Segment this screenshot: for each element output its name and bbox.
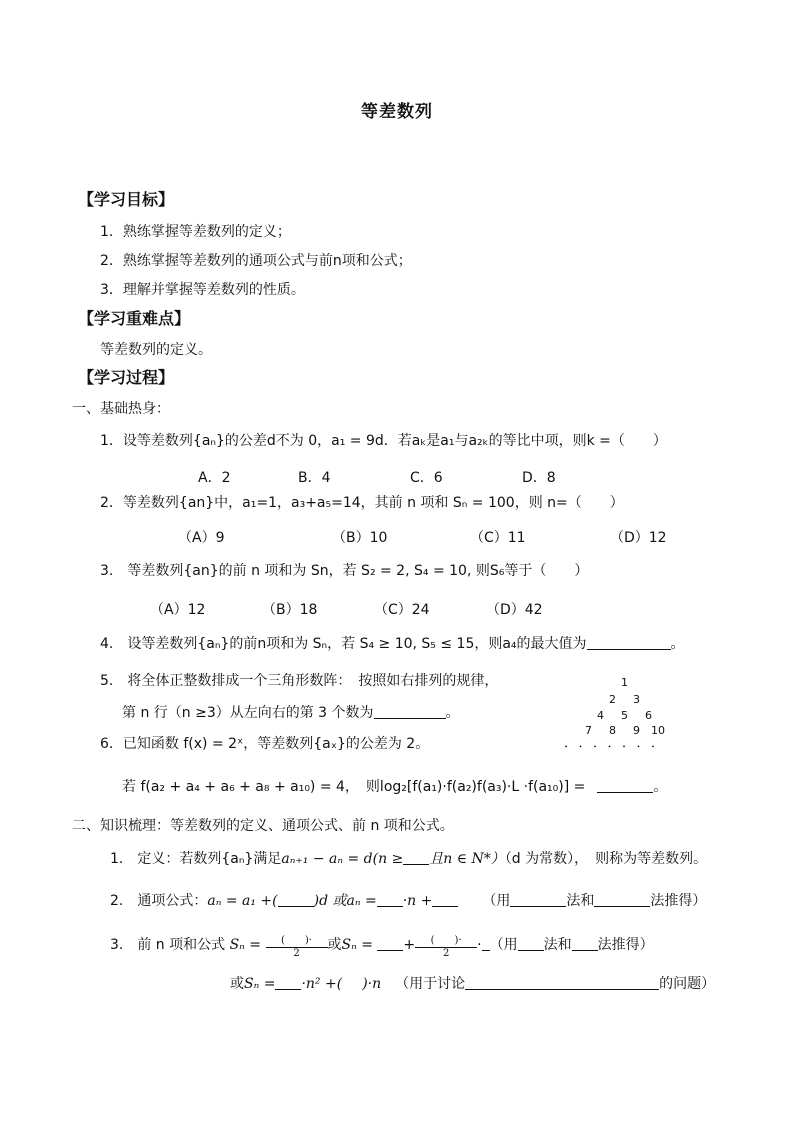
section-process-heading: 【学习过程】: [78, 368, 175, 387]
q2-option-d: （D）12: [610, 530, 667, 546]
k3-fraction-2: $\frac{( )\cdot}{2}$: [415, 935, 477, 960]
k3-or: 或: [327, 937, 342, 953]
question-5-line-1: 5. 将全体正整数排成一个三角形数阵： 按照如右排列的规律，: [100, 673, 499, 689]
question-4-text: 4. 设等差数列{aₙ}的前n项和为 Sₙ，若 S₄ ≥ 10, S₅ ≤ 15，则a₄的最大值为: [100, 636, 587, 652]
k4-use-close: 的问题）: [659, 976, 716, 992]
q5-answer-blank[interactable]: [374, 705, 446, 719]
part2-heading: 二、知识梳理：等差数列的定义、通项公式、前 n 项和公式。: [72, 818, 454, 834]
k2-blank-1[interactable]: [278, 893, 314, 907]
k3-plus: +: [403, 937, 416, 953]
k3-method-mid: 法和: [543, 937, 572, 953]
k1-formula: aₙ₊₁ − aₙ = d(n ≥: [281, 851, 404, 867]
q3-option-c: （C）24: [374, 602, 430, 618]
k4-or: 或: [230, 976, 244, 992]
question-6-line-1: 6．已知函数 f(x) = 2ˣ，等差数列{aₓ}的公差为 2。: [100, 736, 430, 752]
triangle-number: 6: [645, 709, 652, 722]
q1-option-c: C．6: [410, 470, 443, 486]
q6-end: 。: [653, 779, 668, 795]
k2-formula-c: aₙ =: [346, 893, 377, 909]
k3-method-close: 法推得）: [597, 937, 654, 953]
q1-option-a: A．2: [198, 470, 231, 486]
k2-blank-4[interactable]: [510, 893, 566, 907]
knowledge-sum-quadratic: [230, 976, 715, 991]
k3-formula-a: Sₙ =: [229, 937, 262, 953]
q5-end: 。: [445, 705, 460, 721]
k3-blank-3[interactable]: [518, 937, 544, 951]
keypoint-text: 等差数列的定义。: [100, 342, 212, 358]
k2-method-mid: 法和: [566, 893, 595, 909]
triangle-number: 4: [597, 709, 604, 722]
question-1-text: 1．设等差数列{aₙ}的公差d不为 0，a₁ = 9d．若aₖ是a₁与a₂ₖ的等比中项，则k =（ ）: [100, 433, 667, 449]
k2-method-close: 法推得）: [650, 893, 707, 909]
section-keypoints-heading: 【学习重难点】: [78, 309, 191, 328]
k2-formula-d: ·n +: [402, 893, 433, 909]
k2-blank-3[interactable]: [432, 893, 458, 907]
k3-blank-4[interactable]: [572, 937, 598, 951]
triangle-number: 3: [633, 693, 640, 706]
k3-blank-2[interactable]: [482, 937, 490, 951]
k3-formula-b: Sₙ =: [341, 937, 373, 953]
k2-formula-b: )d 或: [313, 893, 347, 909]
q2-option-a: （A）9: [178, 530, 225, 546]
part1-heading: 一、基础热身：: [72, 401, 170, 417]
knowledge-sum-formula: [110, 935, 654, 960]
triangle-number: 2: [609, 693, 616, 706]
triangle-number: 5: [621, 709, 628, 722]
triangle-continuation-dots: ．．．．．．．: [564, 736, 673, 751]
goal-item-2: 2．熟练掌握等差数列的通项公式与前n项和公式；: [100, 253, 412, 269]
knowledge-definition: [110, 851, 707, 866]
k1-tail: （d 为常数）， 则称为等差数列。: [504, 851, 708, 867]
k2-label: 2. 通项公式：: [110, 893, 208, 909]
k4-formula-b: ·n² +(: [301, 976, 343, 992]
triangle-number: 10: [651, 724, 665, 737]
q6-text: 若 f(a₂ + a₄ + a₆ + a₈ + a₁₀) = 4， 则log₂[f(a₁)·f(a₂)f(a₃)·L ·f(a₁₀)] =: [122, 779, 586, 795]
k1-blank[interactable]: [403, 851, 429, 865]
k2-blank-2[interactable]: [377, 893, 403, 907]
q1-option-d: D．8: [522, 470, 556, 486]
k1-label: 1. 定义：若数列{aₙ}满足: [110, 851, 282, 867]
k2-formula-a: aₙ = a₁ +(: [207, 893, 278, 909]
section-goals-heading: 【学习目标】: [78, 190, 175, 209]
triangle-number: 9: [633, 724, 640, 737]
q3-option-b: （B）18: [262, 602, 318, 618]
q3-option-d: （D）42: [486, 602, 543, 618]
k4-formula-c: )·n: [362, 976, 382, 992]
k3-label: 3. 前 n 项和公式: [110, 937, 226, 953]
question-2-text: 2．等差数列{an}中，a₁=1，a₃+a₅=14，其前 n 项和 Sₙ = 100，则 n=（ ）: [100, 495, 624, 511]
q4-end: 。: [670, 636, 685, 652]
goal-item-3: 3．理解并掌握等差数列的性质。: [100, 282, 305, 298]
k3-fraction-1: $\frac{( )\cdot}{2}$: [266, 935, 328, 960]
q1-option-b: B．4: [298, 470, 331, 486]
k4-formula-a: Sₙ =: [244, 976, 276, 992]
triangle-number: 8: [609, 724, 616, 737]
question-5-line-2: [122, 705, 460, 720]
k3-dot: ·: [477, 937, 482, 953]
k4-blank-2[interactable]: [465, 976, 659, 990]
triangle-number: 7: [585, 724, 592, 737]
triangle-number: 1: [621, 676, 628, 689]
k2-blank-5[interactable]: [594, 893, 650, 907]
q5-text: 第 n 行（n ≥3）从左向右的第 3 个数为: [122, 705, 374, 721]
question-4: [100, 636, 685, 651]
k4-use-open: （用于讨论: [395, 976, 466, 992]
q3-option-a: （A）12: [150, 602, 206, 618]
q4-answer-blank[interactable]: [587, 636, 671, 650]
page-title: 等差数列: [361, 102, 433, 122]
k1-condition: 且n ∈ N*）: [429, 851, 505, 867]
k2-method-open: （用: [482, 893, 511, 909]
question-6-line-2: [122, 779, 667, 794]
knowledge-general-term: [110, 893, 706, 908]
question-3-text: 3. 等差数列{an}的前 n 项和为 Sn，若 S₂ = 2, S₄ = 10, 则S₆等于（ ）: [100, 563, 589, 579]
k4-blank-1[interactable]: [275, 976, 301, 990]
k3-method-open: （用: [489, 937, 518, 953]
q2-option-b: （B）10: [332, 530, 388, 546]
q6-answer-blank[interactable]: [597, 779, 653, 793]
q2-option-c: （C）11: [470, 530, 526, 546]
k3-blank-1[interactable]: [377, 937, 403, 951]
goal-item-1: 1．熟练掌握等差数列的定义；: [100, 224, 291, 240]
